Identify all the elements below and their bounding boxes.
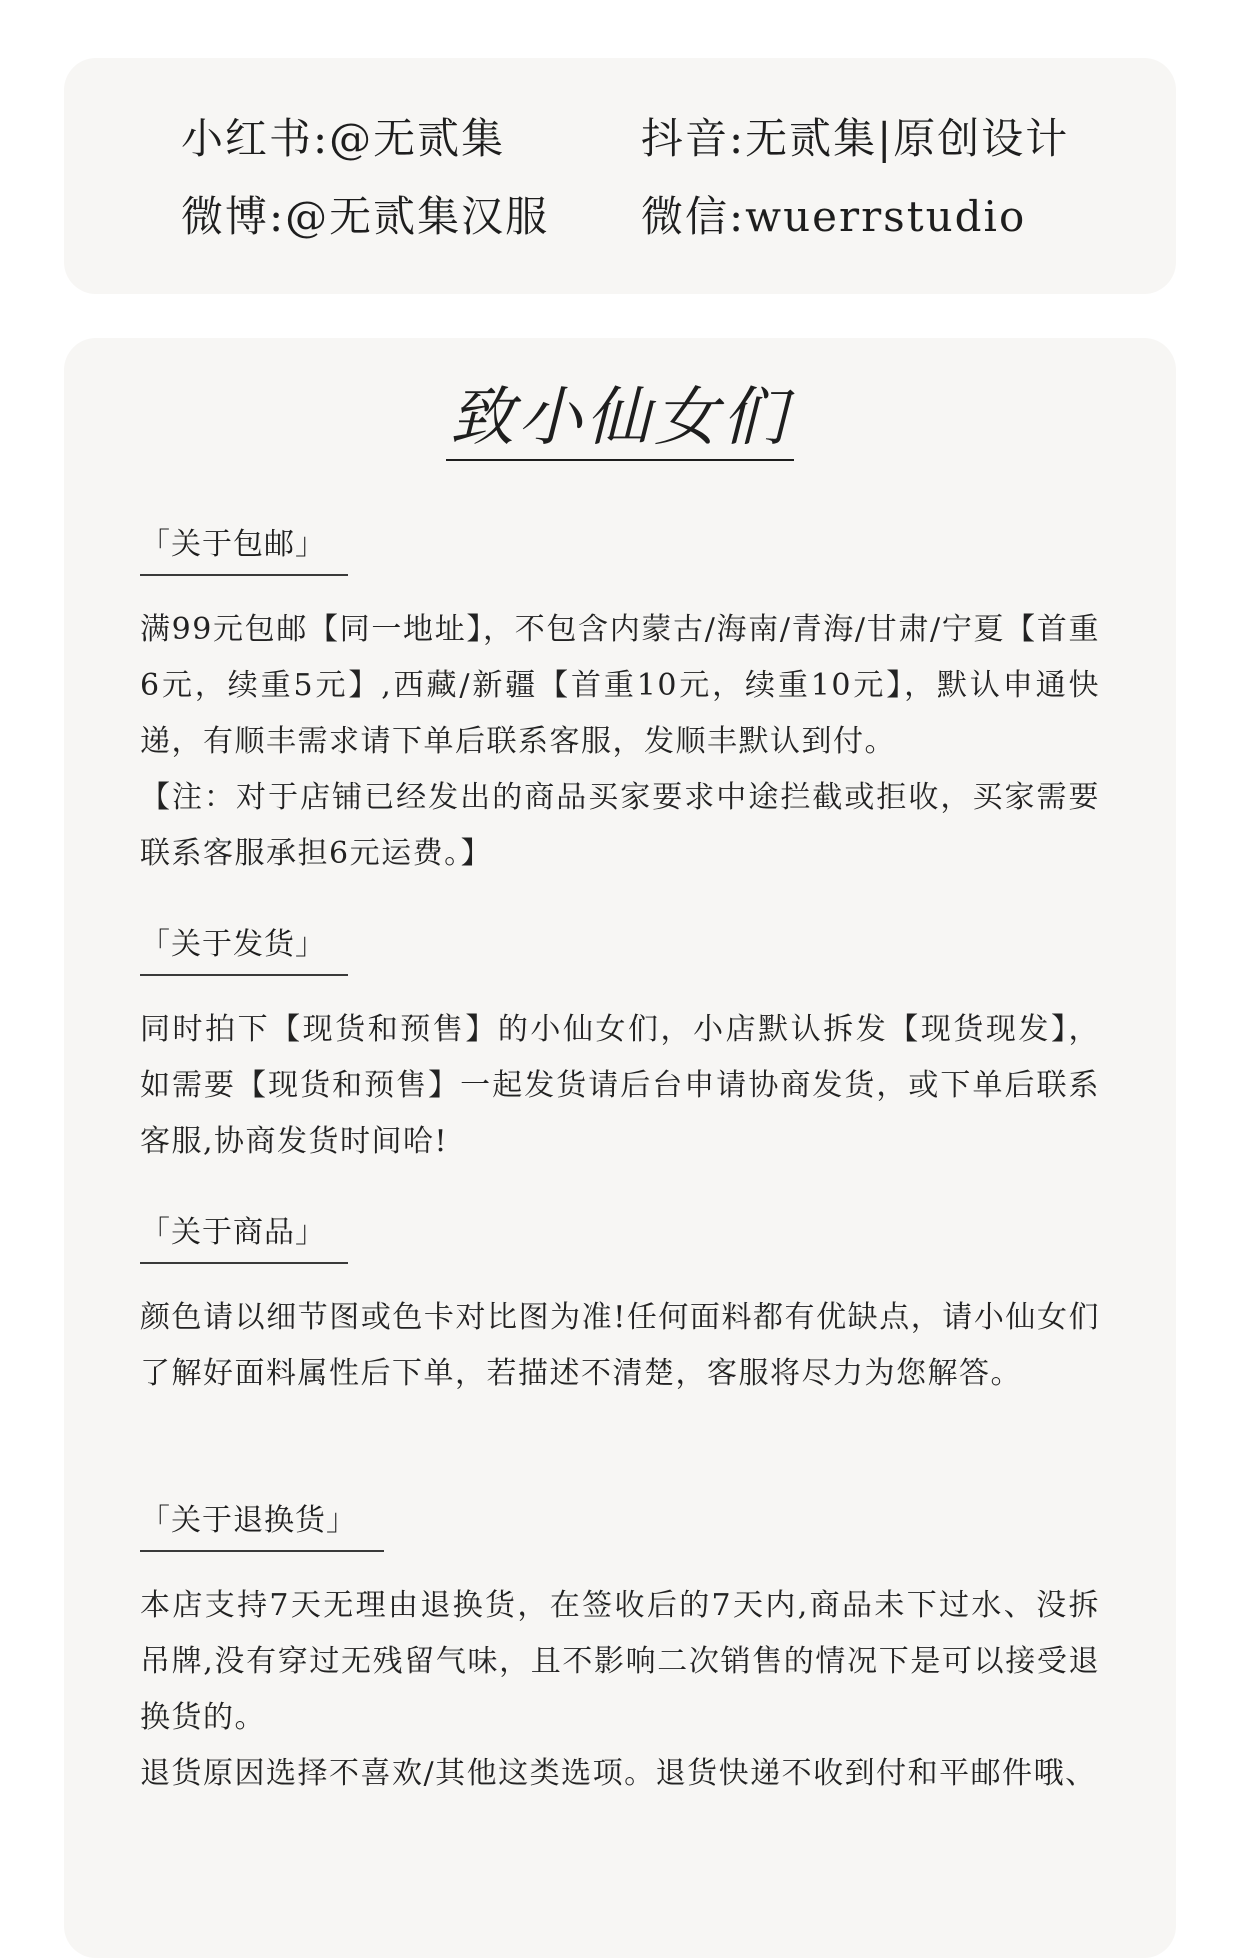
notice-card [64, 338, 1176, 1958]
section-heading: 「关于包邮」 [140, 530, 348, 576]
section-body: 满99元包邮【同一地址】，不包含内蒙古/海南/青海/甘肃/宁夏【首重6元，续重5元】,西藏/新疆【首重10元，续重10元】，默认申通快递，有顺丰需求请下单后联系客服，发顺丰默认到付。 【注：对于店铺已经发出的商品买家要求中途拦截或拒收，买家需要联系客服承担6元运费。】 [140, 612, 1100, 871]
section-delivery [140, 927, 1100, 1170]
weibo-account: 微博:@无贰集汉服 [181, 192, 550, 241]
section-heading: 「关于商品」 [140, 1218, 348, 1264]
xiaohongshu-account: 小红书:@无贰集 [181, 114, 506, 163]
notice-title-text: 致小仙女们 [446, 380, 794, 461]
section-body: 颜色请以细节图或色卡对比图为准!任何面料都有优缺点，请小仙女们了解好面料属性后下单，若描述不清楚，客服将尽力为您解答。 [140, 1300, 1100, 1391]
section-heading: 「关于发货」 [140, 930, 348, 976]
section-body: 本店支持7天无理由退换货，在签收后的7天内,商品未下过水、没拆吊牌,没有穿过无残留气味，且不影响二次销售的情况下是可以接受退换货的。 退货原因选择不喜欢/其他这类选项。退货快递不收到付和平邮件哦、 [140, 1588, 1100, 1791]
social-accounts-card [64, 58, 1176, 294]
section-returns [140, 1503, 1100, 1802]
douyin-account: 抖音:无贰集|原创设计 [641, 114, 1070, 163]
notice-title [64, 380, 1176, 461]
section-body: 同时拍下【现货和预售】的小仙女们，小店默认拆发【现货现发】，如需要【现货和预售】一起发货请后台申请协商发货，或下单后联系客服,协商发货时间哈! [140, 1012, 1100, 1159]
section-shipping-fee [140, 527, 1100, 882]
section-products [140, 1215, 1100, 1402]
wechat-account: 微信:wuerrstudio [641, 192, 1027, 241]
section-heading: 「关于退换货」 [140, 1506, 384, 1552]
